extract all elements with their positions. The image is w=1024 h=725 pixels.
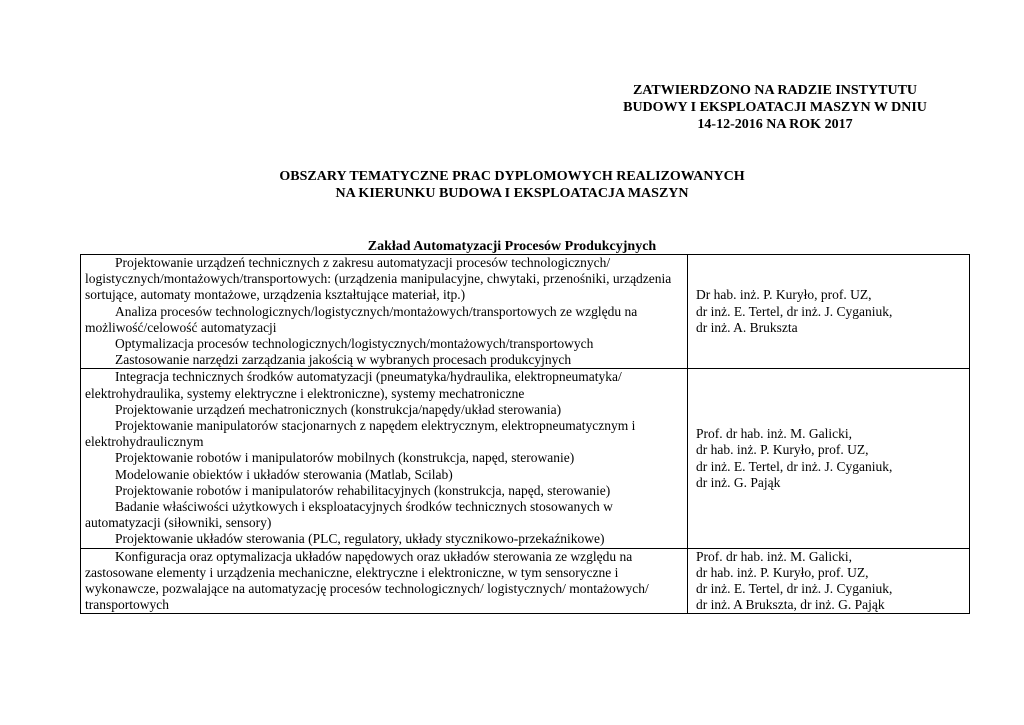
topic-item: Projektowanie urządzeń technicznych z zakresu automatyzacji procesów technologicznych/ logistycznych/montażowych/transportowych: (urządzenia manipulacyjne, chwytaki, przenośniki, urządzenia sortujące, automaty montażowe, urządzenia kształtujące materiał, itp.) (85, 255, 672, 303)
approval-line: ZATWIERDZONO NA RADZIE INSTYTUTU (632, 83, 918, 98)
approval-line: 14-12-2016 NA ROK 2017 (697, 117, 853, 132)
approval-line: BUDOWY I EKSPLOATACJI MASZYN W DNIU (623, 100, 927, 115)
staff-cell (688, 369, 970, 548)
topic-item: Modelowanie obiektów i układów sterowania (Matlab, Scilab) (115, 466, 453, 482)
staff-line: dr inż. A. Bruksztа (696, 319, 798, 335)
department-heading: Zakład Automatyzacji Procesów Produkcyjnych (367, 239, 657, 254)
table-row (81, 255, 970, 369)
staff-line: dr inż. A Bruksztа, dr inż. G. Pająk (696, 597, 885, 613)
topics-cell (81, 369, 688, 548)
staff-line: dr hab. inż. P. Kuryło, prof. UZ, (696, 442, 869, 458)
topics-cell (81, 255, 688, 369)
topic-item: Projektowanie układów sterowania (PLC, regulatory, układy stycznikowo-przekaźnikowe) (115, 531, 605, 547)
staff-line: dr inż. G. Pająk (696, 474, 781, 490)
topic-item: Optymalizacja procesów technologicznych/logistycznych/montażowych/transportowych (115, 336, 594, 352)
document-title (0, 168, 1024, 202)
topic-item: Zastosowanie narzędzi zarządzania jakością w wybranych procesach produkcyjnych (115, 352, 572, 368)
title-line: NA KIERUNKU BUDOWA I EKSPLOATACJA MASZYN (335, 186, 689, 201)
title-line: OBSZARY TEMATYCZNE PRAC DYPLOMOWYCH REALIZOWANYCH (279, 169, 745, 184)
staff-line: dr inż. E. Tertel, dr inż. J. Cyganiuk, (696, 303, 893, 319)
staff-line: dr inż. E. Tertel, dr inż. J. Cyganiuk, (696, 458, 893, 474)
table-row (81, 548, 970, 614)
staff-line: dr hab. inż. P. Kuryło, prof. UZ, (696, 564, 869, 580)
staff-line: Dr hab. inż. P. Kuryło, prof. UZ, (696, 287, 872, 303)
staff-line: Prof. dr hab. inż. M. Galicki, (696, 426, 852, 442)
topic-item: Badanie właściwości użytkowych i eksploatacyjnych środków technicznych stosowanych w automatyzacji (siłowniki, sensory) (85, 499, 613, 531)
topics-cell (81, 548, 688, 614)
staff-cell (688, 255, 970, 369)
approval-note (540, 82, 1010, 133)
topics-table (80, 254, 970, 614)
table-row (81, 369, 970, 548)
topic-item: Konfiguracja oraz optymalizacja układów napędowych oraz układów sterowania ze względu na zastosowane elementy i urządzenia mechaniczne, elektryczne i elektroniczne, w tym sensoryczne i wykonawcze, pozwalające na automatyzację procesów technologicznych/ logistycznych/ montażowych/ transportowych (85, 548, 649, 613)
topic-item: Projektowanie manipulatorów stacjonarnych z napędem elektrycznym, elektropneumatycznym i elektrohydraulicznym (85, 418, 636, 450)
topic-item: Projektowanie robotów i manipulatorów rehabilitacyjnych (konstrukcja, napęd, sterowanie) (115, 482, 611, 498)
topic-item: Integracja technicznych środków automatyzacji (pneumatyka/hydraulika, elektropneumatyka/ elektrohydraulika, systemy elektryczne i elektroniczne), systemy mechatroniczne (85, 369, 622, 401)
staff-cell (688, 548, 970, 614)
topic-item: Projektowanie robotów i manipulatorów mobilnych (konstrukcja, napęd, sterowanie) (115, 450, 575, 466)
staff-line: dr inż. E. Tertel, dr inż. J. Cyganiuk, (696, 581, 893, 597)
topic-item: Analiza procesów technologicznych/logistycznych/montażowych/transportowych ze względu na możliwość/celowość automatyzacji (85, 303, 638, 335)
staff-line: Prof. dr hab. inż. M. Galicki, (696, 548, 852, 564)
topic-item: Projektowanie urządzeń mechatronicznych (konstrukcja/napędy/układ sterowania) (115, 401, 562, 417)
